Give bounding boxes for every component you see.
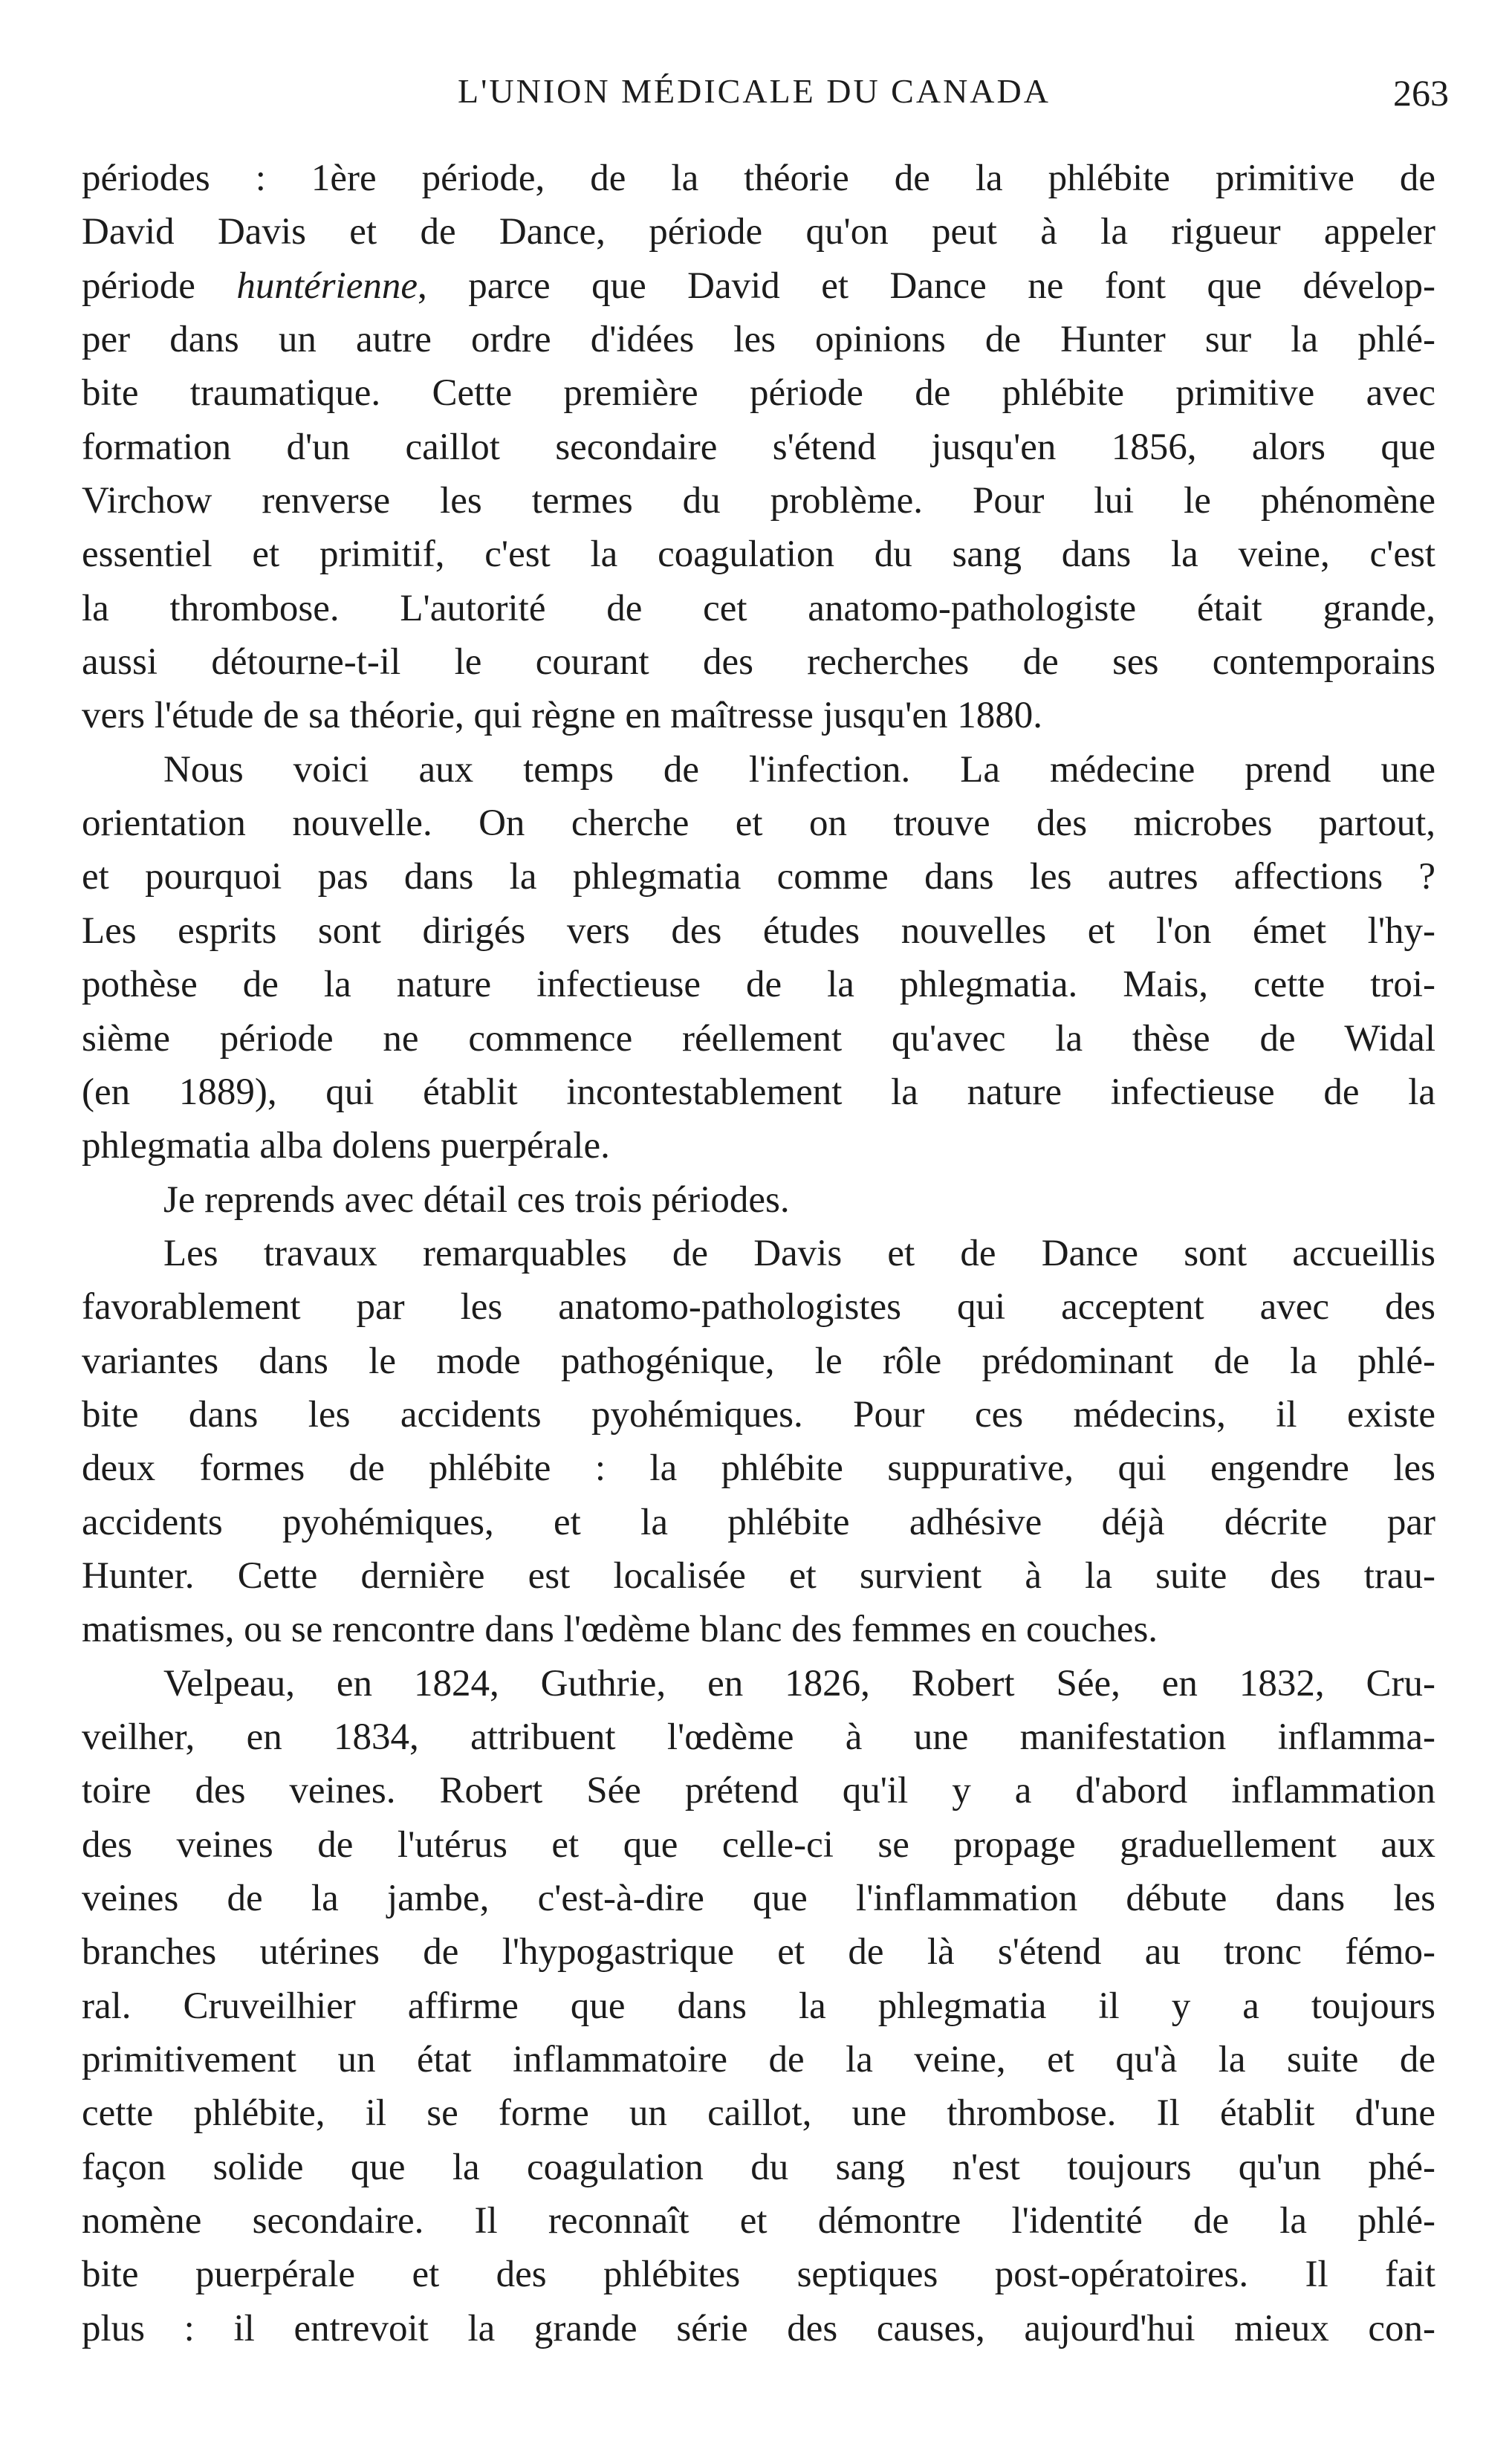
text-line: bite puerpérale et des phlébites septiques post-opératoires. Il fait [82,2254,1435,2296]
text-line: vers l'étude de sa théorie, qui règne en maîtresse jusqu'en 1880. [82,695,1042,737]
text-line: Virchow renverse les termes du problème. Pour lui le phénomène [82,480,1435,522]
text-line: veines de la jambe, c'est-à-dire que l'inflammation débute dans les [82,1878,1435,1919]
text-line: matismes, ou se rencontre dans l'œdème blanc des femmes en couches. [82,1609,1158,1651]
text-line: des veines de l'utérus et que celle-ci se propage graduellement aux [82,1823,1435,1866]
text-line: aussi détourne-t-il le courant des recherches de ses contemporains [82,641,1435,684]
text-line: branches utérines de l'hypogastrique et de là s'étend au tronc fémo- [82,1931,1435,1973]
text-line: période huntérienne, parce que David et Dance ne font que dévelop- [82,265,1435,307]
text-line: bite traumatique. Cette première période de phlébite primitive avec [82,372,1435,415]
text-line: formation d'un caillot secondaire s'étend jusqu'en 1856, alors que [82,426,1435,468]
page-number: 263 [1393,72,1449,114]
text-line: nomène secondaire. Il reconnaît et démontre l'identité de la phlé- [82,2200,1435,2242]
text-line: plus : il entrevoit la grande série des causes, aujourd'hui mieux con- [82,2307,1435,2349]
text-line: phlegmatia alba dolens puerpérale. [82,1125,610,1167]
page-header [59,71,1449,138]
text-line: Les travaux remarquables de Davis et de Dance sont accueillis [163,1232,1435,1274]
text-line: orientation nouvelle. On cherche et on trouve des microbes partout, [82,802,1435,845]
text-line: Je reprends avec détail ces trois périodes. [163,1178,790,1221]
text-line: (en 1889), qui établit incontestablement la nature infectieuse de la [82,1071,1435,1113]
text-line: la thrombose. L'autorité de cet anatomo-pathologiste était grande, [82,587,1435,629]
text-line: sième période ne commence réellement qu'avec la thèse de Widal [82,1017,1435,1060]
text-line: Les esprits sont dirigés vers des études nouvelles et l'on émet l'hy- [82,909,1435,952]
running-title: L'UNION MÉDICALE DU CANADA [458,72,1051,110]
text-line: et pourquoi pas dans la phlegmatia comme dans les autres affections ? [82,856,1435,898]
text-line: variantes dans le mode pathogénique, le rôle prédominant de la phlé- [82,1340,1435,1382]
text-line: pothèse de la nature infectieuse de la phlegmatia. Mais, cette troi- [82,964,1435,1006]
text-line: bite dans les accidents pyohémiques. Pour ces médecins, il existe [82,1393,1435,1436]
text-line: accidents pyohémiques, et la phlébite adhésive déjà décrite par [82,1501,1435,1543]
text-line: toire des veines. Robert Sée prétend qu'il y a d'abord inflammation [82,1770,1435,1812]
text-line: primitivement un état inflammatoire de la veine, et qu'à la suite de [82,2039,1435,2081]
text-line: Velpeau, en 1824, Guthrie, en 1826, Robert Sée, en 1832, Cru- [163,1662,1435,1705]
body-text [82,152,1435,2355]
text-line: per dans un autre ordre d'idées les opinions de Hunter sur la phlé- [82,319,1435,361]
text-line: périodes : 1ère période, de la théorie de la phlébite primitive de [82,158,1435,199]
text-line: essentiel et primitif, c'est la coagulation du sang dans la veine, c'est [82,533,1435,576]
text-line: ral. Cruveilhier affirme que dans la phlegmatia il y a toujours [82,1985,1435,2027]
text-line: cette phlébite, il se forme un caillot, une thrombose. Il établit d'une [82,2092,1435,2135]
text-line: deux formes de phlébite : la phlébite suppurative, qui engendre les [82,1447,1435,1490]
text-line: favorablement par les anatomo-pathologistes qui acceptent avec des [82,1286,1435,1329]
text-line: façon solide que la coagulation du sang n'est toujours qu'un phé- [82,2146,1435,2188]
text-line: Hunter. Cette dernière est localisée et survient à la suite des trau- [82,1554,1435,1597]
text-line: veilher, en 1834, attribuent l'œdème à une manifestation inflamma- [82,1716,1435,1758]
text-line: David Davis et de Dance, période qu'on peut à la rigueur appeler [82,211,1435,253]
text-line: Nous voici aux temps de l'infection. La médecine prend une [163,748,1435,791]
